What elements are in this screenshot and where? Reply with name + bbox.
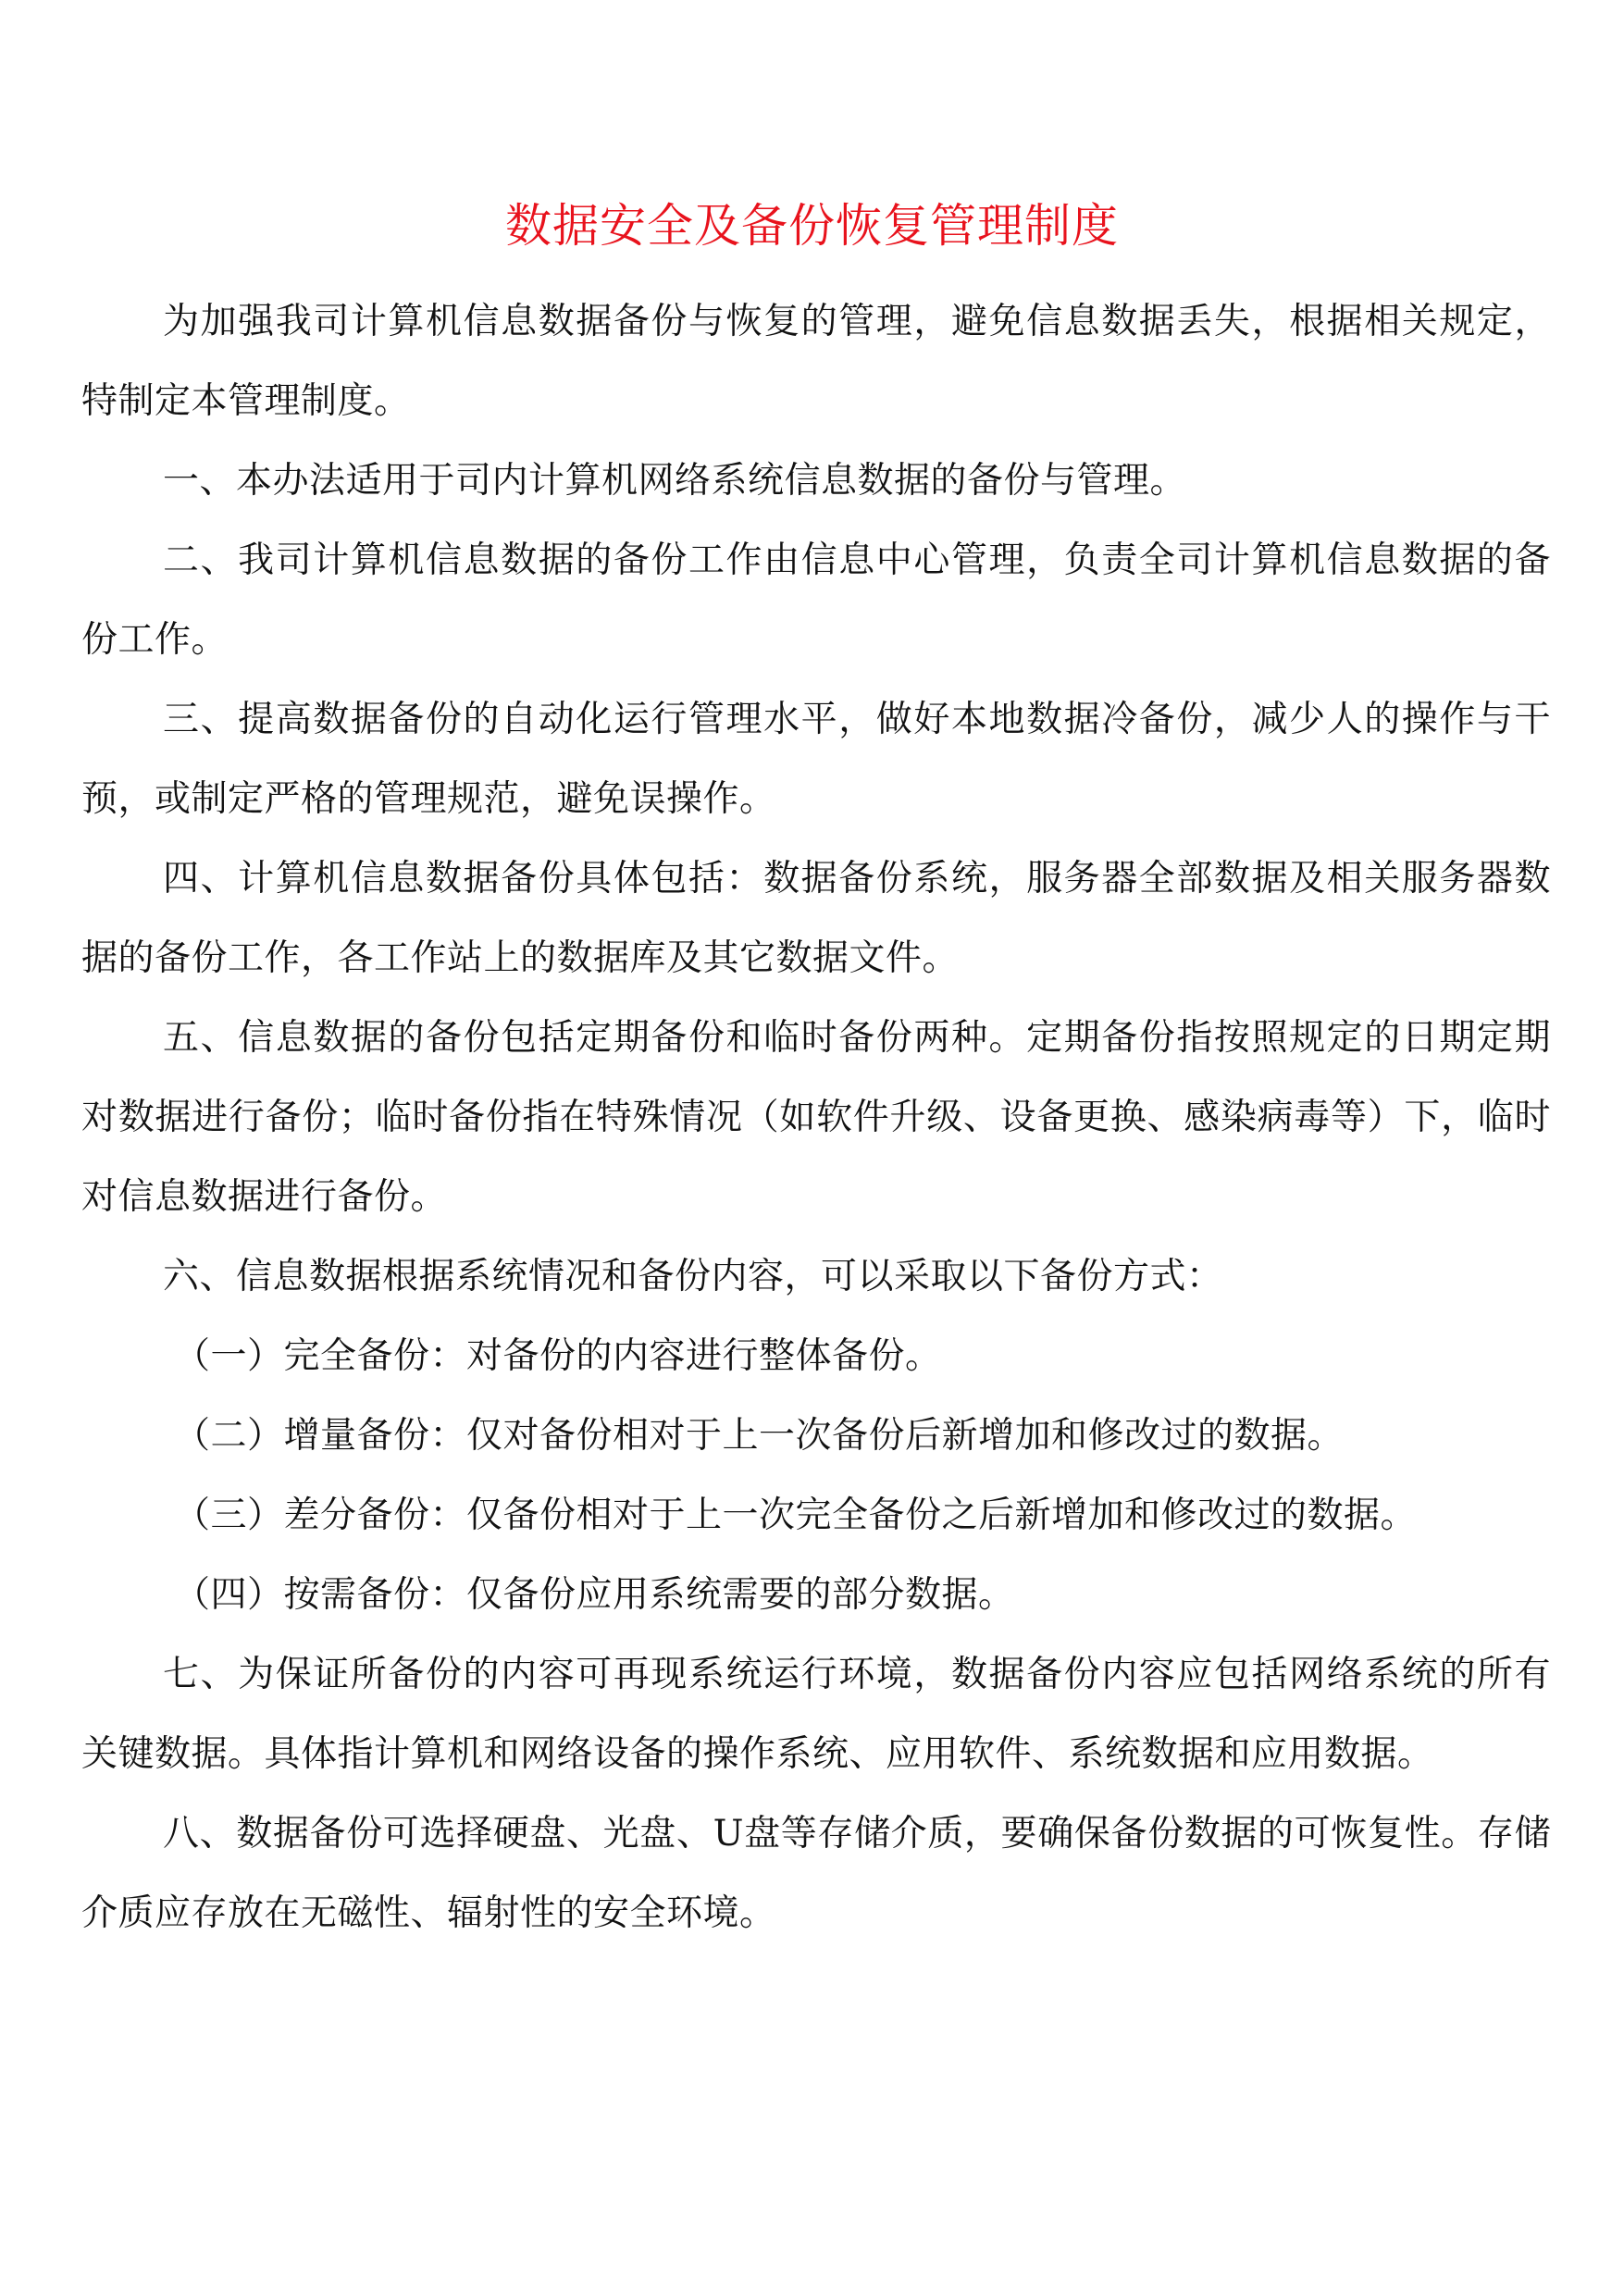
clause-2: 二、我司计算机信息数据的备份工作由信息中心管理，负责全司计算机信息数据的备份工作。 <box>81 540 1551 661</box>
clause-8: 八、数据备份可选择硬盘、光盘、U盘等存储介质，要确保备份数据的可恢复性。存储介质应存放在无磁性、辐射性的安全环境。 <box>81 1813 1551 1934</box>
clause-6: 六、信息数据根据系统情况和备份内容，可以采取以下备份方式： <box>163 1256 1223 1297</box>
backup-method-1: （一）完全备份：对备份的内容进行整体备份。 <box>174 1335 942 1377</box>
clause-7: 七、为保证所备份的内容可再现系统运行环境，数据备份内容应包括网络系统的所有关键数据。具体指计算机和网络设备的操作系统、应用软件、系统数据和应用数据。 <box>81 1654 1551 1775</box>
backup-method-2: （二）增量备份：仅对备份相对于上一次备份后新增加和修改过的数据。 <box>174 1415 1345 1457</box>
document-body <box>81 282 1551 1954</box>
clause-3: 三、提高数据备份的自动化运行管理水平，做好本地数据冷备份，减少人的操作与干预，或制定严格的管理规范，避免误操作。 <box>81 699 1551 820</box>
clause-5: 五、信息数据的备份包括定期备份和临时备份两种。定期备份指按照规定的日期定期对数据进行备份；临时备份指在特殊情况（如软件升级、设备更换、感染病毒等）下，临时对信息数据进行备份。 <box>81 1017 1551 1218</box>
backup-method-4: （四）按需备份：仅备份应用系统需要的部分数据。 <box>174 1574 1015 1616</box>
backup-method-3: （三）差分备份：仅备份相对于上一次完全备份之后新增加和修改过的数据。 <box>174 1495 1418 1536</box>
intro-paragraph: 为加强我司计算机信息数据备份与恢复的管理，避免信息数据丢失，根据相关规定，特制定本管理制度。 <box>81 301 1551 422</box>
clause-4: 四、计算机信息数据备份具体包括：数据备份系统，服务器全部数据及相关服务器数据的备份工作，各工作站上的数据库及其它数据文件。 <box>81 858 1551 979</box>
page-title: 数据安全及备份恢复管理制度 <box>505 199 1119 253</box>
clause-1: 一、本办法适用于司内计算机网络系统信息数据的备份与管理。 <box>163 460 1187 502</box>
